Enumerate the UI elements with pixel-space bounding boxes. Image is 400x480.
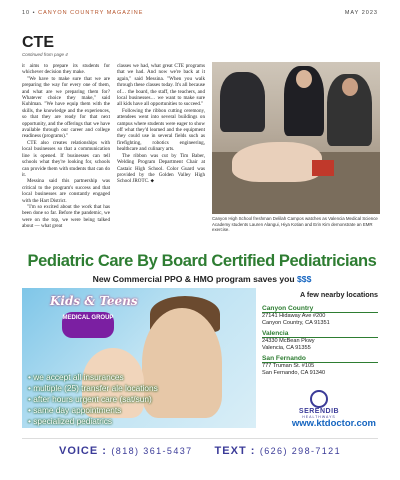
article-title: CTE [22,34,54,51]
ad-headline: Pediatric Care By Board Certified Pediatricians [27,252,377,270]
paragraph: classes we had, what great CTE programs that we had. And now we're back at it again," said Messina. "When you walk through these classes today. It's all because of… the board, the staff, the teachers, and local businesses… we want to make sure all kids have all opportunities to succeed." [117,63,205,108]
list-item: • we accept all insurances [28,372,158,383]
page-header [22,10,378,16]
location-address: 27141 Hidaway Ave #200 [262,313,326,319]
location-city: Valencia [262,330,378,338]
magazine-name: CANYON COUNTRY MAGAZINE [38,10,144,16]
continued-note: Continued from page 4 [22,52,68,57]
serendib-logo: SERENDIB HEALTHWAYS [284,390,354,416]
text-number[interactable]: (626) 298-7121 [259,446,341,456]
paragraph: "We have to make sure that we are preparing the way for every one of them, and what are we preparing them for? Whatever choice they make," said Kuhlman. "We have equip them with the skills, the knowledge and the experiences, so that they are ready for that next opportunity, and the offerings that we have available through our career and college readiness (programs)." [22,75,110,140]
pediatric-ad [22,250,378,466]
list-item: • same day appointments [28,405,158,416]
list-item: • specialized pediatrics [28,416,158,427]
locations-title: A few nearby locations [299,290,378,299]
paragraph: Following the ribbon cutting ceremony, attendees went into several buildings on campus where students were eager to show off what they'd learned and the equipment they could use in several fields such as firefighting, robotics engineering, healthcare and culinary arts. [117,107,205,153]
locations-panel [262,290,378,377]
text-label: TEXT : [214,445,256,457]
location-address: 777 Truman St. #105 [262,363,315,369]
ad-bullet-list [28,372,158,427]
photo-caption: Canyon High School freshman Delilah Campos watches as Valencia Medical Science Academy students Lauren Alangui, Hiya Kotian and Erin Kim demonstrate an EMR exercise. [212,216,378,233]
header-separator: • [32,10,36,16]
paragraph: CTE also creates relationships with local businesses so that a communication line is opened. If businesses can tell schools what they're looking for, schools can provide them with students that can do it. [22,139,110,178]
issue-date: MAY 2023 [344,10,378,16]
ad-photo [22,288,256,428]
location-address: Valencia, CA 91355 [262,345,311,351]
location-address: 24330 McBean Pkwy [262,338,315,344]
list-item: • after hours urgent care (sat/sun) [28,394,158,405]
article-photo [212,62,380,214]
kids-teens-logo: Kids & Teens MEDICAL GROUP [50,294,126,352]
location-address: Canyon Country, CA 91351 [262,320,330,326]
money-symbols: $$$ [297,274,312,284]
location-city: Canyon Country [262,305,378,313]
page-number: 10 [22,10,31,16]
paragraph: "I'm so excited about the work that has been done so far. Before the pandemic, we were on the top, we were being talked about — what great [22,203,110,230]
location-address: San Fernando, CA 91340 [262,370,326,376]
serendib-ring-icon [310,390,328,408]
ad-subhead: New Commercial PPO & HMO program saves you $$$ [92,274,312,284]
medical-group-badge: MEDICAL GROUP [62,312,114,338]
website-link[interactable]: www.ktdoctor.com [291,418,376,429]
paragraph: The ribbon was cut by Tim Baber, Welding Program Department Chair at Castaic High School. Color Guard was provided by the Golden Valley High School JROTC. ⬥ [117,152,205,185]
voice-number[interactable]: (818) 361-5437 [111,446,193,456]
article-column-1 [22,63,110,230]
location-city: San Fernando [262,355,378,363]
paragraph: Messina said this partnership was critical to the program's success and that local businesses are constantly engaged with the Hart District. [22,178,110,204]
voice-label: VOICE : [58,445,107,457]
list-item: • multiple (25) transfer ale locations [28,383,158,394]
article-column-2 [117,63,205,185]
contact-bar [22,438,378,461]
paragraph: it aims to prepare its students for whichever decision they make. [22,63,110,76]
